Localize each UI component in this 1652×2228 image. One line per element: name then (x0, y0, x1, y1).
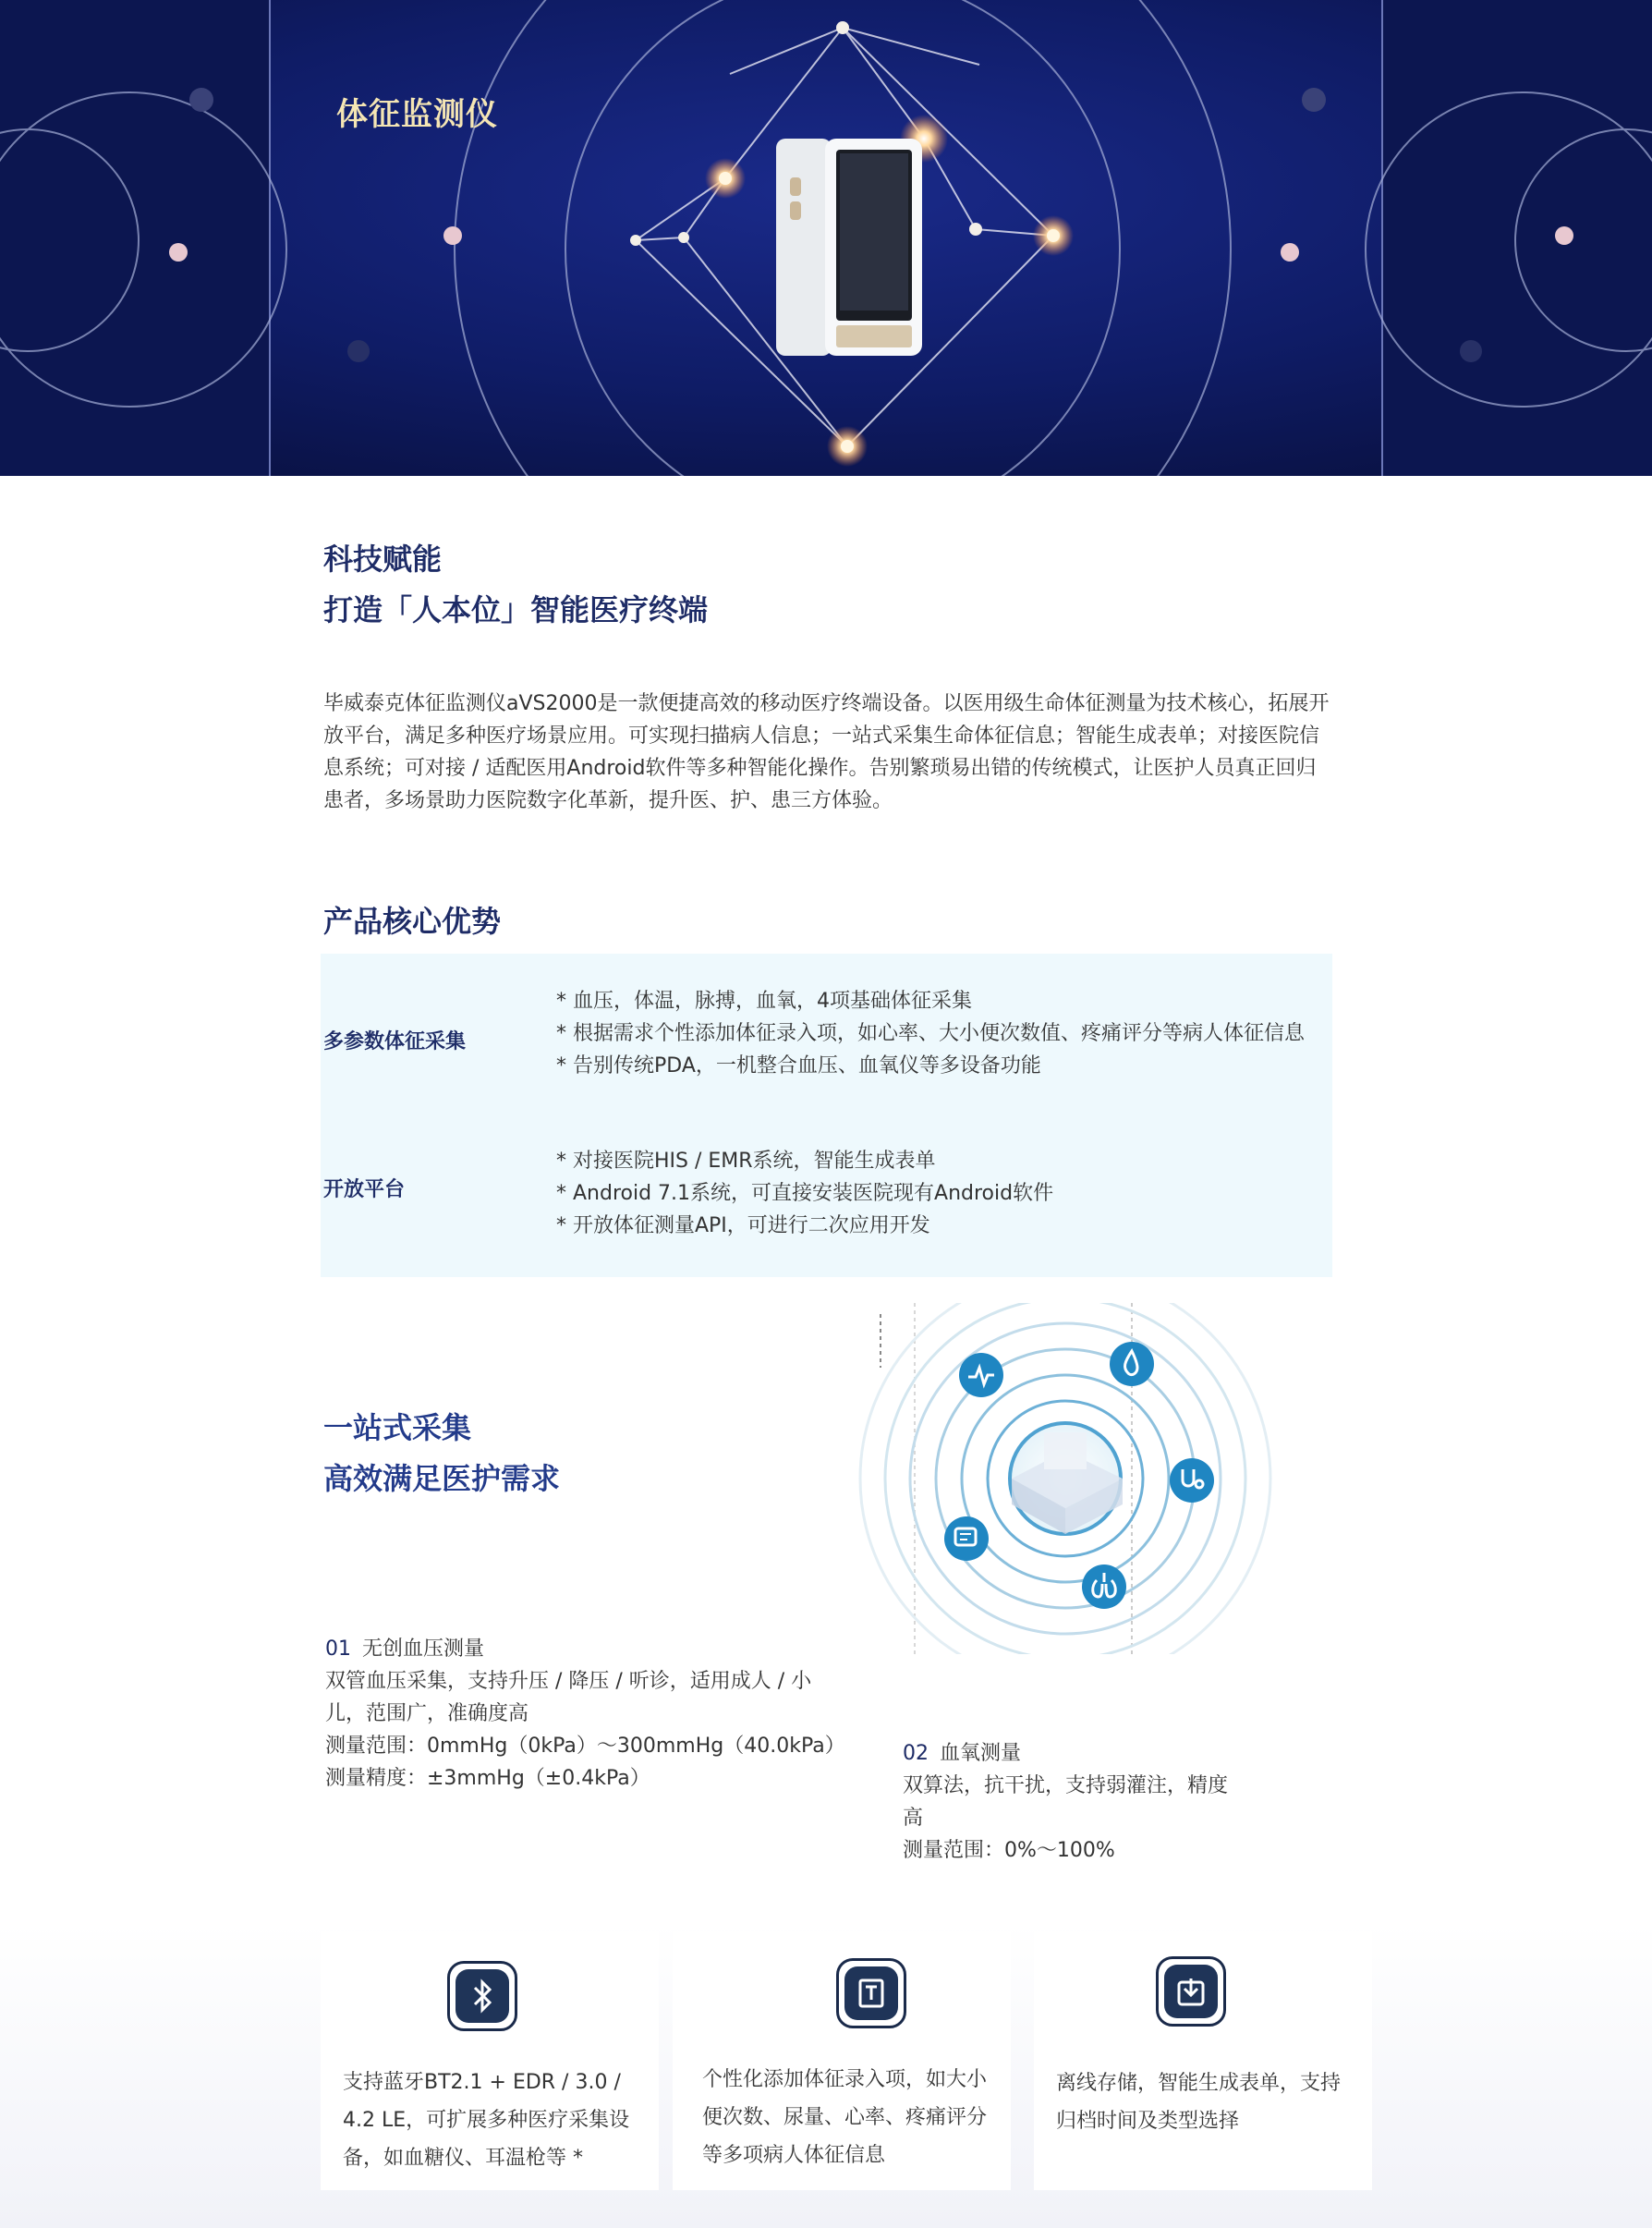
feature-description (325, 1665, 880, 1795)
feature-line: 儿，范围广，准确度高 (325, 1702, 529, 1725)
card-line: 便次数、尿量、心率、疼痛评分 (702, 2106, 988, 2129)
feature-line: 测量范围：0mmHg（0kPa）～300mmHg（40.0kPa） (325, 1735, 845, 1758)
card-text (1056, 2064, 1361, 2140)
advantage-line: * 告别传统PDA，一机整合血压、血氧仪等多设备功能 (556, 1054, 1041, 1077)
advantage-line: * 对接医院HIS / EMR系统，智能生成表单 (556, 1150, 936, 1173)
page-title: 体征监测仪 (336, 96, 498, 133)
feature-line: 双管血压采集，支持升压 / 降压 / 听诊，适用成人 / 小 (325, 1670, 812, 1693)
advantage-line: * 根据需求个性添加体征录入项，如心率、大小便次数值、疼痛评分等病人体征信息 (556, 1022, 1305, 1045)
vital-signs-monitor-device (776, 139, 922, 356)
feature-line: 双算法，抗干扰，支持弱灌注，精度 (903, 1774, 1229, 1797)
feature-title: 无创血压测量 (362, 1638, 485, 1661)
feature-line: 测量精度：±3mmHg（±0.4kPa） (325, 1767, 650, 1790)
text-entry-icon (836, 1958, 906, 2028)
advantage-label: 开放平台 (323, 1178, 406, 1201)
card-line: 个性化添加体征录入项，如大小 (702, 2068, 988, 2091)
card-line: 离线存储，智能生成表单，支持 (1056, 2072, 1342, 2095)
feature-card (321, 1931, 659, 2190)
advantages-table (321, 954, 1332, 1277)
card-line: 备，如血糖仪、耳温枪等 * (343, 2147, 583, 2170)
advantages-heading: 产品核心优势 (323, 904, 502, 939)
feature-line: 测量范围：0%～100% (903, 1839, 1115, 1862)
onestop-heading-2: 高效满足医护需求 (323, 1461, 561, 1496)
lungs-icon (1082, 1564, 1126, 1609)
stethoscope-icon (1170, 1458, 1214, 1503)
collection-diagram (855, 1303, 1280, 1654)
oxygen-icon (1110, 1342, 1154, 1386)
hero-background (0, 0, 1652, 476)
card-text (343, 2064, 648, 2177)
download-storage-icon (1156, 1956, 1226, 2027)
advantage-line: * Android 7.1系统，可直接安装医院现有Android软件 (556, 1182, 1054, 1205)
advantage-lines (556, 985, 1332, 1082)
feature-line: 高 (903, 1807, 924, 1830)
feature-title-row (325, 1633, 484, 1665)
intro-heading-1: 科技赋能 (323, 542, 443, 577)
card-line: 等多项病人体征信息 (702, 2144, 886, 2167)
advantage-lines (556, 1145, 1332, 1242)
feature-number: 02 (903, 1742, 929, 1765)
card-line: 4.2 LE，可扩展多种医疗采集设 (343, 2109, 630, 2132)
feature-description (903, 1770, 1291, 1867)
card-text (702, 2061, 1002, 2174)
feature-number: 01 (325, 1638, 351, 1661)
feature-card (673, 1931, 1011, 2190)
pulse-icon (959, 1353, 1003, 1397)
feature-title-row (903, 1737, 1021, 1770)
advantage-line: * 开放体征测量API，可进行二次应用开发 (556, 1214, 930, 1237)
feature-title: 血氧测量 (940, 1742, 1022, 1765)
hero-banner (0, 0, 1652, 476)
advantage-label: 多参数体征采集 (323, 1030, 467, 1053)
card-line: 归档时间及类型选择 (1056, 2110, 1240, 2133)
intro-heading-2: 打造「人本位」智能医疗终端 (323, 592, 709, 627)
feature-card (1034, 1931, 1372, 2190)
card-line: 支持蓝牙BT2.1 + EDR / 3.0 / (343, 2071, 621, 2094)
onestop-heading-1: 一站式采集 (323, 1410, 472, 1445)
bluetooth-icon (447, 1961, 517, 2031)
intro-paragraph: 毕威泰克体征监测仪aVS2000是一款便捷高效的移动医疗终端设备。以医用级生命体征测量为技术核心，拓展开放平台，满足多种医疗场景应用。可实现扫描病人信息；一站式采集生命体征信息；智能生成表单；对接医院信息系统；可对接 / 适配医用Android软件等多种智能化操作。告别繁琐易出错的传统模式，让医护人员真正回归患者，多场景助力医院数字化革新，提升医、护、患三方体验。 (323, 692, 1330, 812)
form-icon (944, 1516, 989, 1561)
advantage-line: * 血压，体温，脉搏，血氧，4项基础体征采集 (556, 990, 972, 1013)
